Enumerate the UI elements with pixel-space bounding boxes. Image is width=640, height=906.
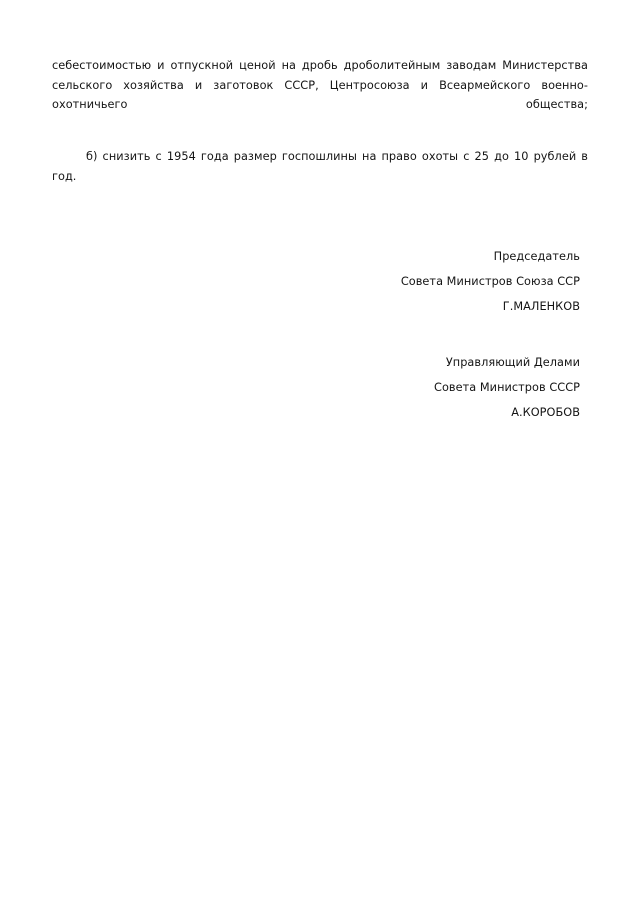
document-body: [52, 56, 588, 425]
signature-role-line-1: Председатель: [493, 249, 580, 263]
signature-block-affairs-manager: [52, 350, 588, 425]
signature-role-line-1: Управляющий Делами: [445, 355, 580, 369]
paragraph-item-b: б) снизить с 1954 года размер госпошлины на право охоты с 25 до 10 рублей в год.: [52, 150, 588, 183]
signature-name: А.КОРОБОВ: [511, 405, 580, 419]
signature-name: Г.МАЛЕНКОВ: [502, 299, 580, 313]
signature-role-line-2: Совета Министров Союза ССР: [400, 274, 580, 288]
signature-block-chairman: [52, 244, 588, 319]
signature-role-line-2: Совета Министров СССР: [434, 380, 580, 394]
paragraph-continuation: себестоимостью и отпускной ценой на дробь дроболитейным заводам Министерства сельского хозяйства и заготовок СССР, Центросоюза и Всеармейского военно-охотничьего общества;: [52, 59, 588, 111]
